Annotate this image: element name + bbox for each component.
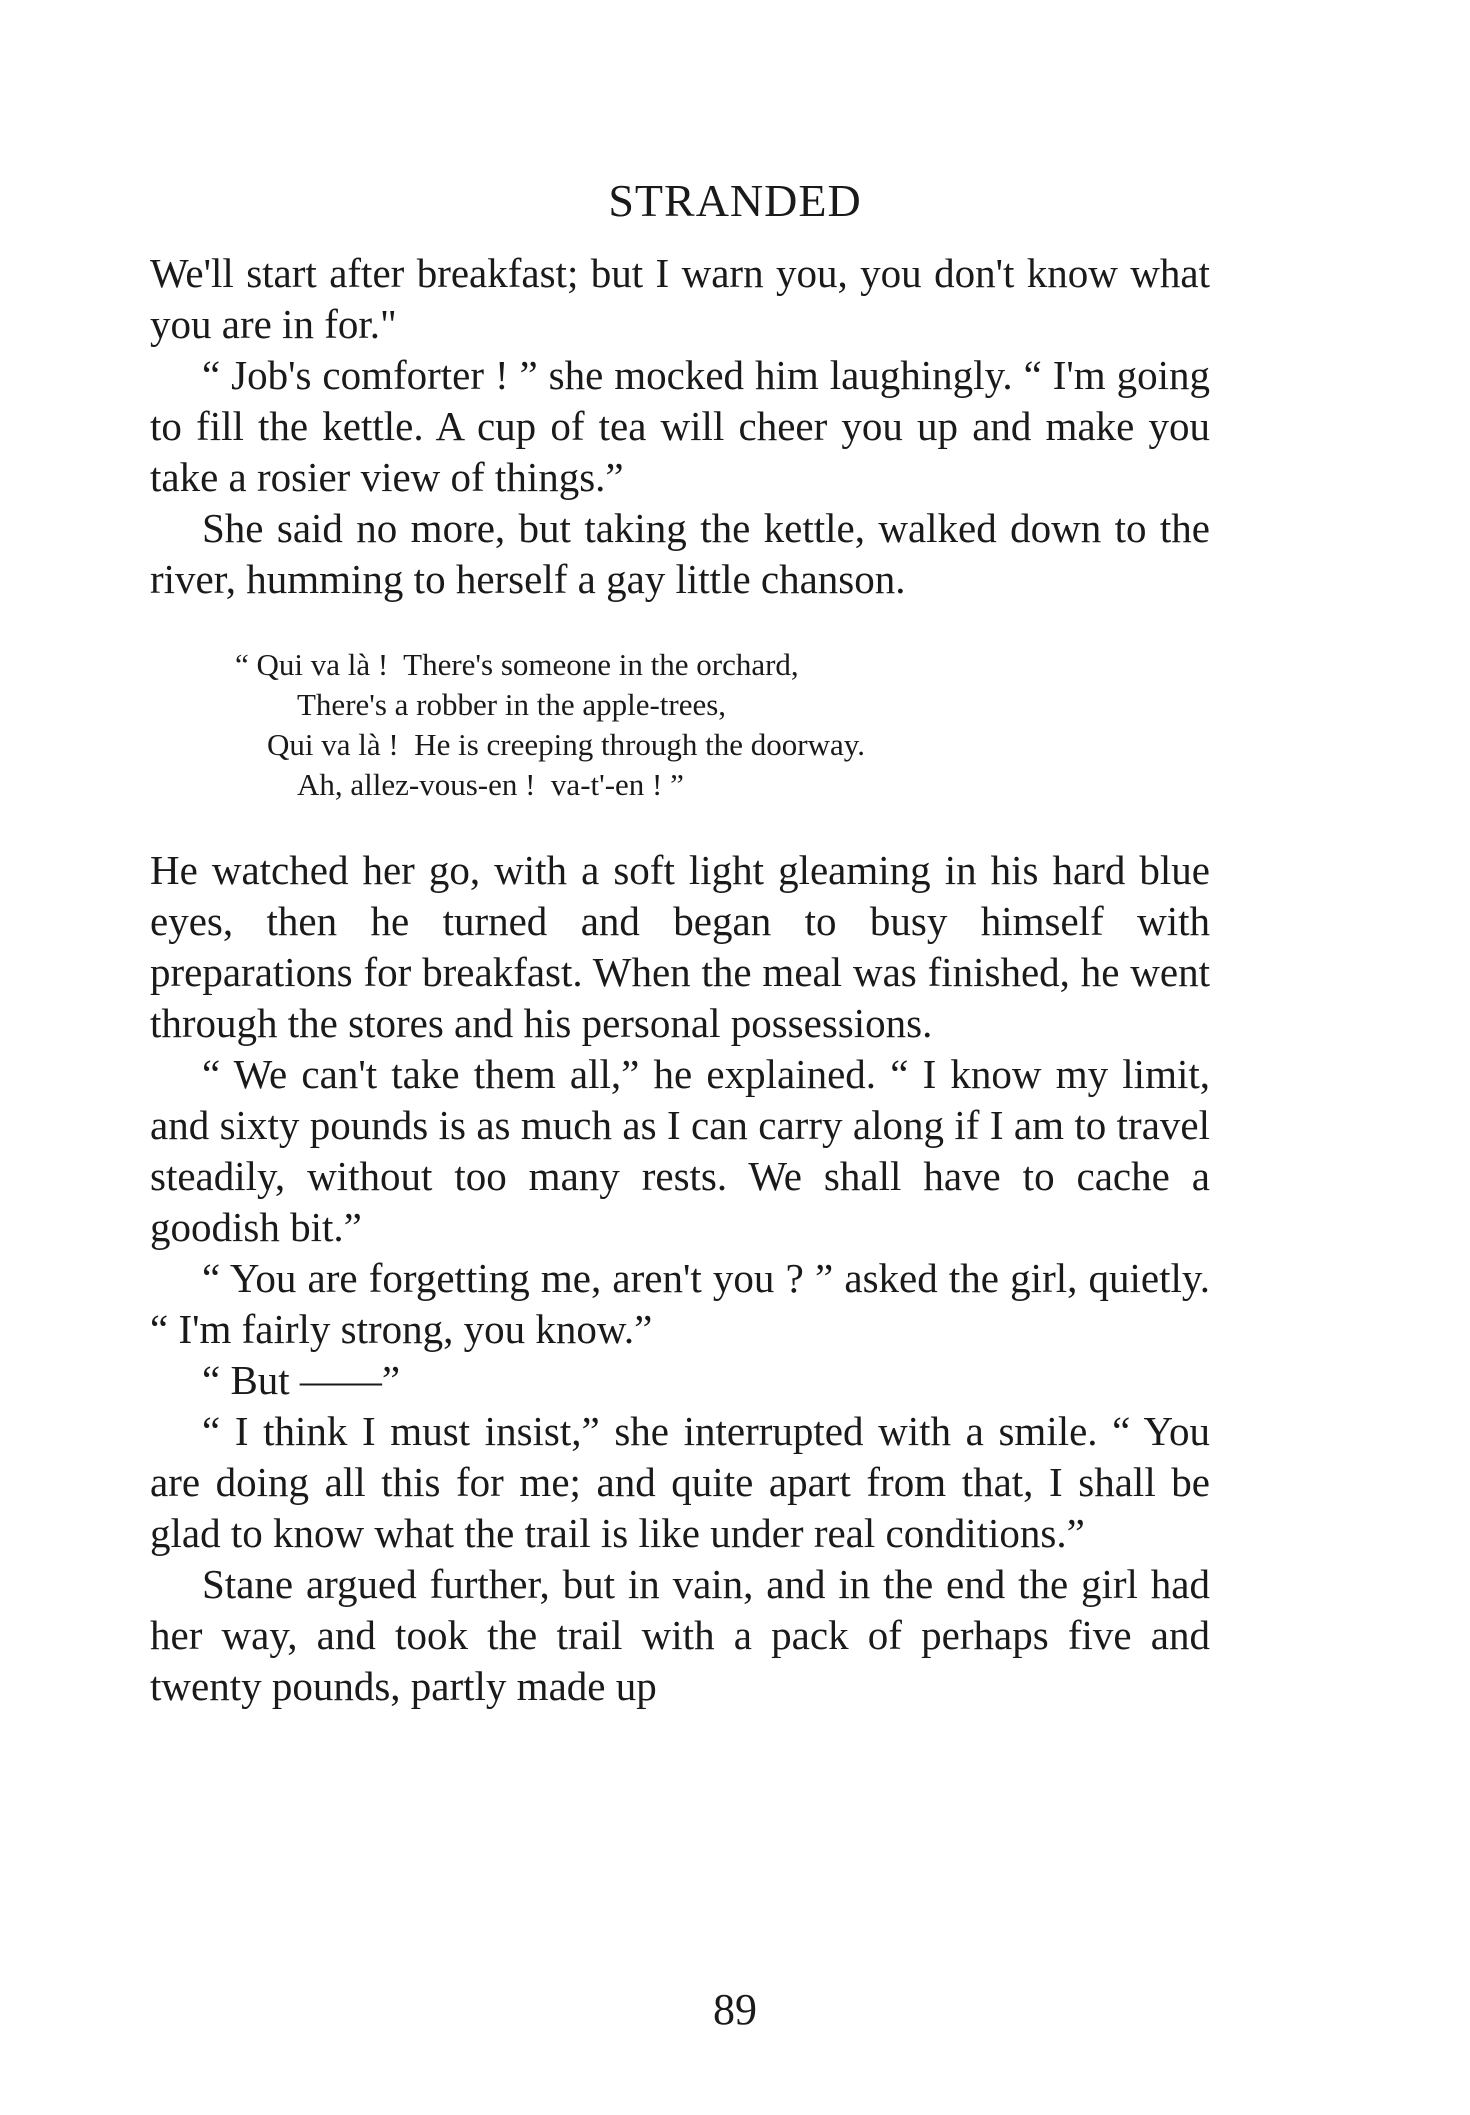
paragraph: “ You are forgetting me, aren't you ? ” asked the girl, quietly. “ I'm fairly strong, you know.”	[150, 1255, 1210, 1352]
page-number: 89	[713, 1985, 757, 2034]
verse-line: “ Qui va là ! There's someone in the orchard,	[235, 647, 799, 682]
paragraph: We'll start after breakfast; but I warn you, you don't know what you are in for."	[150, 250, 1210, 347]
body-text	[150, 248, 1210, 1712]
verse-line: Qui va là ! He is creeping through the doorway.	[267, 727, 866, 762]
paragraph: Stane argued further, but in vain, and in the end the girl had her way, and took the trail with a pack of perhaps five and twenty pounds, partly made up	[150, 1561, 1210, 1709]
paragraph: He watched her go, with a soft light gleaming in his hard blue eyes, then he turned and began to busy himself with preparations for breakfast. When the meal was finished, he went through the stores and his personal possessions.	[150, 847, 1210, 1046]
paragraph: “ We can't take them all,” he explained. “ I know my limit, and sixty pounds is as much as I can carry along if I am to travel steadily, without too many rests. We shall have to cache a goodish bit.”	[150, 1051, 1210, 1250]
paragraph: “ Job's comforter ! ” she mocked him laughingly. “ I'm going to fill the kettle. A cup of tea will cheer you up and make you take a rosier view of things.”	[150, 352, 1210, 500]
verse-line: There's a robber in the apple-trees,	[297, 687, 727, 722]
paragraph: “ But ——”	[202, 1357, 401, 1403]
paragraph: “ I think I must insist,” she interrupted with a smile. “ You are doing all this for me; and quite apart from that, I shall be glad to know what the trail is like under real conditions.”	[150, 1408, 1210, 1556]
running-head: STRANDED	[608, 175, 862, 226]
verse-block	[235, 645, 1210, 805]
paragraph: She said no more, but taking the kettle, walked down to the river, humming to herself a gay little chanson.	[150, 505, 1210, 602]
verse-line: Ah, allez-vous-en ! va-t'-en ! ”	[297, 767, 684, 802]
